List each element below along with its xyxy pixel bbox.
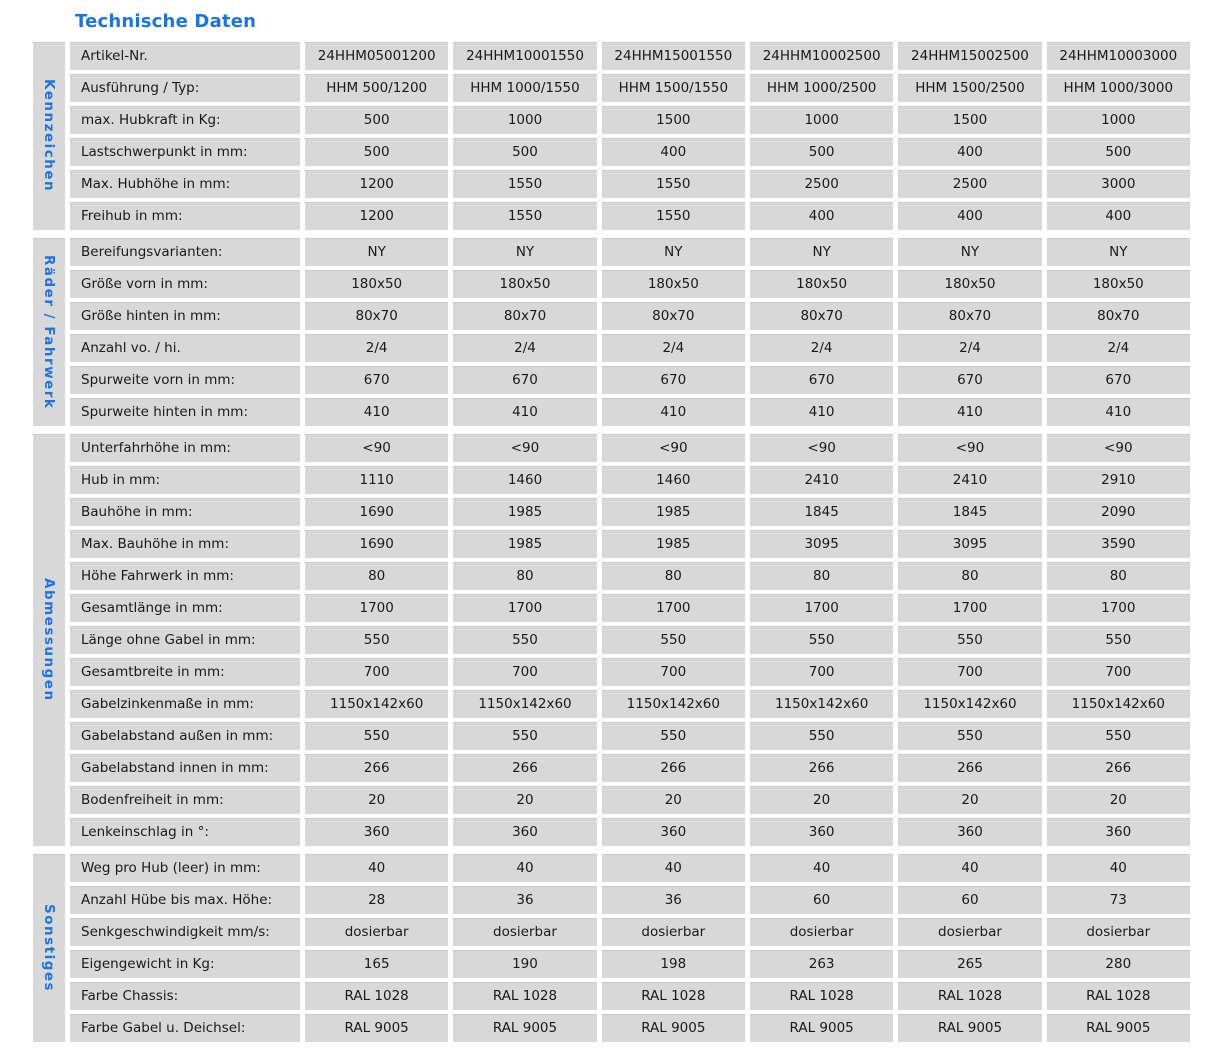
data-cell: 40 (453, 854, 596, 882)
data-cell: 20 (750, 786, 893, 814)
data-cell: dosierbar (602, 918, 745, 946)
data-cell: 670 (453, 366, 596, 394)
data-cell: 1690 (305, 530, 448, 558)
row-label: Eigengewicht in Kg: (70, 950, 300, 978)
data-cell: 1460 (453, 466, 596, 494)
row-label: Gesamtbreite in mm: (70, 658, 300, 686)
table-row (70, 434, 1190, 462)
data-cell: 410 (602, 398, 745, 426)
data-cell: 410 (305, 398, 448, 426)
data-cell: 670 (1047, 366, 1190, 394)
table-row (70, 658, 1190, 686)
row-label: Senkgeschwindigkeit mm/s: (70, 918, 300, 946)
data-cell: 550 (602, 722, 745, 750)
data-cell: 1700 (602, 594, 745, 622)
data-cell: <90 (305, 434, 448, 462)
row-label: Lastschwerpunkt in mm: (70, 138, 300, 166)
data-cell: 3095 (898, 530, 1041, 558)
data-cell: 80x70 (898, 302, 1041, 330)
data-cell: 3095 (750, 530, 893, 558)
data-cell: 410 (750, 398, 893, 426)
data-cell: RAL 9005 (602, 1014, 745, 1042)
table-row (70, 270, 1190, 298)
row-label: Weg pro Hub (leer) in mm: (70, 854, 300, 882)
data-cell: 550 (898, 722, 1041, 750)
section-räder-fahrwerk (33, 238, 1190, 426)
data-cell: 80 (453, 562, 596, 590)
table-row (70, 690, 1190, 718)
row-label: Spurweite vorn in mm: (70, 366, 300, 394)
data-cell: 20 (1047, 786, 1190, 814)
data-cell: <90 (453, 434, 596, 462)
data-cell: 500 (305, 138, 448, 166)
data-cell: 40 (305, 854, 448, 882)
table-row (70, 334, 1190, 362)
data-cell: 2/4 (453, 334, 596, 362)
data-cell: 1200 (305, 202, 448, 230)
table-row (70, 562, 1190, 590)
section-rows (70, 238, 1190, 426)
data-cell: HHM 1000/2500 (750, 74, 893, 102)
data-cell: 1000 (453, 106, 596, 134)
section-abmessungen (33, 434, 1190, 846)
row-label: Gesamtlänge in mm: (70, 594, 300, 622)
data-cell: 73 (1047, 886, 1190, 914)
data-cell: 24HHM15001550 (602, 42, 745, 70)
data-cell: 2/4 (1047, 334, 1190, 362)
data-cell: 1985 (453, 530, 596, 558)
data-cell: 700 (305, 658, 448, 686)
data-cell: RAL 1028 (898, 982, 1041, 1010)
spec-table (33, 42, 1190, 1042)
data-cell: NY (453, 238, 596, 266)
data-cell: 180x50 (305, 270, 448, 298)
data-cell: 400 (898, 138, 1041, 166)
data-cell: 3590 (1047, 530, 1190, 558)
data-cell: RAL 1028 (750, 982, 893, 1010)
data-cell: RAL 9005 (453, 1014, 596, 1042)
data-cell: 1700 (453, 594, 596, 622)
table-row (70, 106, 1190, 134)
data-cell: <90 (750, 434, 893, 462)
data-cell: 670 (305, 366, 448, 394)
data-cell: 1845 (750, 498, 893, 526)
data-cell: 266 (898, 754, 1041, 782)
data-cell: 80 (750, 562, 893, 590)
row-label: Artikel-Nr. (70, 42, 300, 70)
data-cell: 550 (453, 626, 596, 654)
row-label: max. Hubkraft in Kg: (70, 106, 300, 134)
data-cell: 266 (602, 754, 745, 782)
data-cell: 400 (898, 202, 1041, 230)
table-row (70, 498, 1190, 526)
data-cell: 1110 (305, 466, 448, 494)
data-cell: 80 (602, 562, 745, 590)
data-cell: HHM 1000/3000 (1047, 74, 1190, 102)
row-label: Unterfahrhöhe in mm: (70, 434, 300, 462)
data-cell: 500 (1047, 138, 1190, 166)
data-cell: 2/4 (750, 334, 893, 362)
data-cell: 180x50 (898, 270, 1041, 298)
data-cell: 2410 (750, 466, 893, 494)
table-row (70, 626, 1190, 654)
data-cell: 180x50 (1047, 270, 1190, 298)
row-label: Anzahl Hübe bis max. Höhe: (70, 886, 300, 914)
data-cell: 700 (453, 658, 596, 686)
data-cell: 165 (305, 950, 448, 978)
data-cell: 180x50 (750, 270, 893, 298)
data-cell: HHM 1000/1550 (453, 74, 596, 102)
data-cell: 198 (602, 950, 745, 978)
data-cell: 1550 (602, 170, 745, 198)
data-cell: 180x50 (453, 270, 596, 298)
data-cell: 360 (898, 818, 1041, 846)
data-cell: 360 (305, 818, 448, 846)
data-cell: 40 (1047, 854, 1190, 882)
data-cell: 360 (453, 818, 596, 846)
data-cell: 24HHM10001550 (453, 42, 596, 70)
section-label: Räder / Fahrwerk (41, 254, 57, 410)
data-cell: 1500 (602, 106, 745, 134)
table-row (70, 138, 1190, 166)
row-label: Höhe Fahrwerk in mm: (70, 562, 300, 590)
table-row (70, 754, 1190, 782)
data-cell: 1150x142x60 (305, 690, 448, 718)
row-label: Farbe Chassis: (70, 982, 300, 1010)
table-row (70, 202, 1190, 230)
data-cell: 1150x142x60 (453, 690, 596, 718)
row-label: Gabelabstand innen in mm: (70, 754, 300, 782)
data-cell: 266 (1047, 754, 1190, 782)
data-cell: 266 (453, 754, 596, 782)
data-cell: 40 (602, 854, 745, 882)
table-row (70, 42, 1190, 70)
data-cell: 1150x142x60 (750, 690, 893, 718)
data-cell: 3000 (1047, 170, 1190, 198)
data-cell: 360 (602, 818, 745, 846)
row-label: Spurweite hinten in mm: (70, 398, 300, 426)
data-cell: dosierbar (750, 918, 893, 946)
row-label: Freihub in mm: (70, 202, 300, 230)
data-cell: 80 (898, 562, 1041, 590)
row-label: Bereifungsvarianten: (70, 238, 300, 266)
data-cell: 550 (750, 722, 893, 750)
data-cell: dosierbar (898, 918, 1041, 946)
data-cell: NY (602, 238, 745, 266)
data-cell: 700 (750, 658, 893, 686)
data-cell: 80x70 (305, 302, 448, 330)
table-row (70, 594, 1190, 622)
table-row (70, 302, 1190, 330)
section-band-sonstiges (33, 854, 65, 1042)
data-cell: RAL 9005 (305, 1014, 448, 1042)
data-cell: 700 (602, 658, 745, 686)
data-cell: 80x70 (602, 302, 745, 330)
data-cell: <90 (602, 434, 745, 462)
data-cell: 280 (1047, 950, 1190, 978)
data-cell: 1700 (750, 594, 893, 622)
data-cell: 670 (898, 366, 1041, 394)
data-cell: 180x50 (602, 270, 745, 298)
row-label: Gabelzinkenmaße in mm: (70, 690, 300, 718)
row-label: Bodenfreiheit in mm: (70, 786, 300, 814)
section-sonstiges (33, 854, 1190, 1042)
section-rows (70, 42, 1190, 230)
data-cell: 20 (453, 786, 596, 814)
row-label: Farbe Gabel u. Deichsel: (70, 1014, 300, 1042)
row-label: Max. Hubhöhe in mm: (70, 170, 300, 198)
data-cell: 24HHM05001200 (305, 42, 448, 70)
data-cell: 2/4 (898, 334, 1041, 362)
data-cell: 1550 (602, 202, 745, 230)
data-cell: NY (1047, 238, 1190, 266)
section-band-räder-fahrwerk (33, 238, 65, 426)
data-cell: 1500 (898, 106, 1041, 134)
data-cell: 550 (453, 722, 596, 750)
data-cell: HHM 500/1200 (305, 74, 448, 102)
data-cell: 2500 (750, 170, 893, 198)
table-row (70, 1014, 1190, 1042)
data-cell: dosierbar (1047, 918, 1190, 946)
data-cell: 400 (750, 202, 893, 230)
data-cell: 20 (305, 786, 448, 814)
data-cell: 360 (750, 818, 893, 846)
data-cell: 410 (1047, 398, 1190, 426)
data-cell: 360 (1047, 818, 1190, 846)
data-cell: 2910 (1047, 466, 1190, 494)
row-label: Größe hinten in mm: (70, 302, 300, 330)
table-row (70, 982, 1190, 1010)
data-cell: 28 (305, 886, 448, 914)
data-cell: RAL 9005 (750, 1014, 893, 1042)
data-cell: <90 (1047, 434, 1190, 462)
section-label: Abmessungen (41, 578, 57, 702)
data-cell: 500 (305, 106, 448, 134)
table-row (70, 722, 1190, 750)
row-label: Länge ohne Gabel in mm: (70, 626, 300, 654)
data-cell: 1690 (305, 498, 448, 526)
data-cell: NY (305, 238, 448, 266)
data-cell: 550 (602, 626, 745, 654)
data-cell: 24HHM10003000 (1047, 42, 1190, 70)
section-band-abmessungen (33, 434, 65, 846)
table-row (70, 854, 1190, 882)
data-cell: 1700 (1047, 594, 1190, 622)
data-cell: 550 (1047, 722, 1190, 750)
section-rows (70, 434, 1190, 846)
data-cell: 80x70 (1047, 302, 1190, 330)
data-cell: RAL 1028 (305, 982, 448, 1010)
data-cell: 550 (305, 626, 448, 654)
table-row (70, 366, 1190, 394)
data-cell: 1150x142x60 (602, 690, 745, 718)
row-label: Ausführung / Typ: (70, 74, 300, 102)
data-cell: 20 (602, 786, 745, 814)
data-cell: <90 (898, 434, 1041, 462)
table-row (70, 886, 1190, 914)
data-cell: 40 (750, 854, 893, 882)
section-label: Kennzeichen (41, 79, 57, 193)
row-label: Anzahl vo. / hi. (70, 334, 300, 362)
data-cell: 1000 (750, 106, 893, 134)
table-row (70, 786, 1190, 814)
table-row (70, 918, 1190, 946)
table-row (70, 398, 1190, 426)
row-label: Hub in mm: (70, 466, 300, 494)
data-cell: 1985 (453, 498, 596, 526)
data-cell: NY (750, 238, 893, 266)
data-cell: 1150x142x60 (1047, 690, 1190, 718)
data-cell: 2500 (898, 170, 1041, 198)
table-row (70, 950, 1190, 978)
data-cell: 60 (750, 886, 893, 914)
data-cell: 500 (750, 138, 893, 166)
data-cell: 1550 (453, 170, 596, 198)
data-cell: 400 (1047, 202, 1190, 230)
data-cell: 2/4 (602, 334, 745, 362)
data-cell: HHM 1500/2500 (898, 74, 1041, 102)
data-cell: RAL 1028 (602, 982, 745, 1010)
data-cell: 410 (898, 398, 1041, 426)
data-cell: 1150x142x60 (898, 690, 1041, 718)
data-cell: 80x70 (453, 302, 596, 330)
data-cell: 266 (305, 754, 448, 782)
data-cell: RAL 1028 (1047, 982, 1190, 1010)
data-cell: 700 (1047, 658, 1190, 686)
page-title: Technische Daten (75, 11, 257, 32)
data-cell: 550 (898, 626, 1041, 654)
data-cell: 24HHM10002500 (750, 42, 893, 70)
data-cell: RAL 9005 (1047, 1014, 1190, 1042)
data-cell: 80x70 (750, 302, 893, 330)
data-cell: 190 (453, 950, 596, 978)
data-cell: HHM 1500/1550 (602, 74, 745, 102)
data-cell: 550 (305, 722, 448, 750)
data-cell: 80 (305, 562, 448, 590)
table-row (70, 466, 1190, 494)
data-cell: 670 (750, 366, 893, 394)
data-cell: dosierbar (305, 918, 448, 946)
data-cell: 700 (898, 658, 1041, 686)
data-cell: 1550 (453, 202, 596, 230)
data-cell: 1845 (898, 498, 1041, 526)
row-label: Größe vorn in mm: (70, 270, 300, 298)
row-label: Max. Bauhöhe in mm: (70, 530, 300, 558)
data-cell: 263 (750, 950, 893, 978)
data-cell: 266 (750, 754, 893, 782)
data-cell: 24HHM15002500 (898, 42, 1041, 70)
data-cell: 550 (750, 626, 893, 654)
section-rows (70, 854, 1190, 1042)
data-cell: 1700 (305, 594, 448, 622)
section-band-kennzeichen (33, 42, 65, 230)
data-cell: NY (898, 238, 1041, 266)
row-label: Lenkeinschlag in °: (70, 818, 300, 846)
data-cell: 80 (1047, 562, 1190, 590)
data-cell: 40 (898, 854, 1041, 882)
row-label: Gabelabstand außen in mm: (70, 722, 300, 750)
data-cell: dosierbar (453, 918, 596, 946)
data-cell: 1985 (602, 498, 745, 526)
section-label: Sonstiges (41, 903, 57, 993)
data-cell: 265 (898, 950, 1041, 978)
data-cell: RAL 1028 (453, 982, 596, 1010)
data-cell: 1700 (898, 594, 1041, 622)
section-kennzeichen (33, 42, 1190, 230)
data-cell: RAL 9005 (898, 1014, 1041, 1042)
data-cell: 1985 (602, 530, 745, 558)
data-cell: 400 (602, 138, 745, 166)
data-cell: 410 (453, 398, 596, 426)
data-cell: 20 (898, 786, 1041, 814)
table-row (70, 238, 1190, 266)
data-cell: 550 (1047, 626, 1190, 654)
data-cell: 670 (602, 366, 745, 394)
table-row (70, 818, 1190, 846)
data-cell: 60 (898, 886, 1041, 914)
table-row (70, 170, 1190, 198)
table-row (70, 530, 1190, 558)
data-cell: 2410 (898, 466, 1041, 494)
data-cell: 36 (453, 886, 596, 914)
data-cell: 1000 (1047, 106, 1190, 134)
data-cell: 2090 (1047, 498, 1190, 526)
row-label: Bauhöhe in mm: (70, 498, 300, 526)
data-cell: 1200 (305, 170, 448, 198)
data-cell: 500 (453, 138, 596, 166)
table-row (70, 74, 1190, 102)
data-cell: 1460 (602, 466, 745, 494)
data-cell: 36 (602, 886, 745, 914)
data-cell: 2/4 (305, 334, 448, 362)
